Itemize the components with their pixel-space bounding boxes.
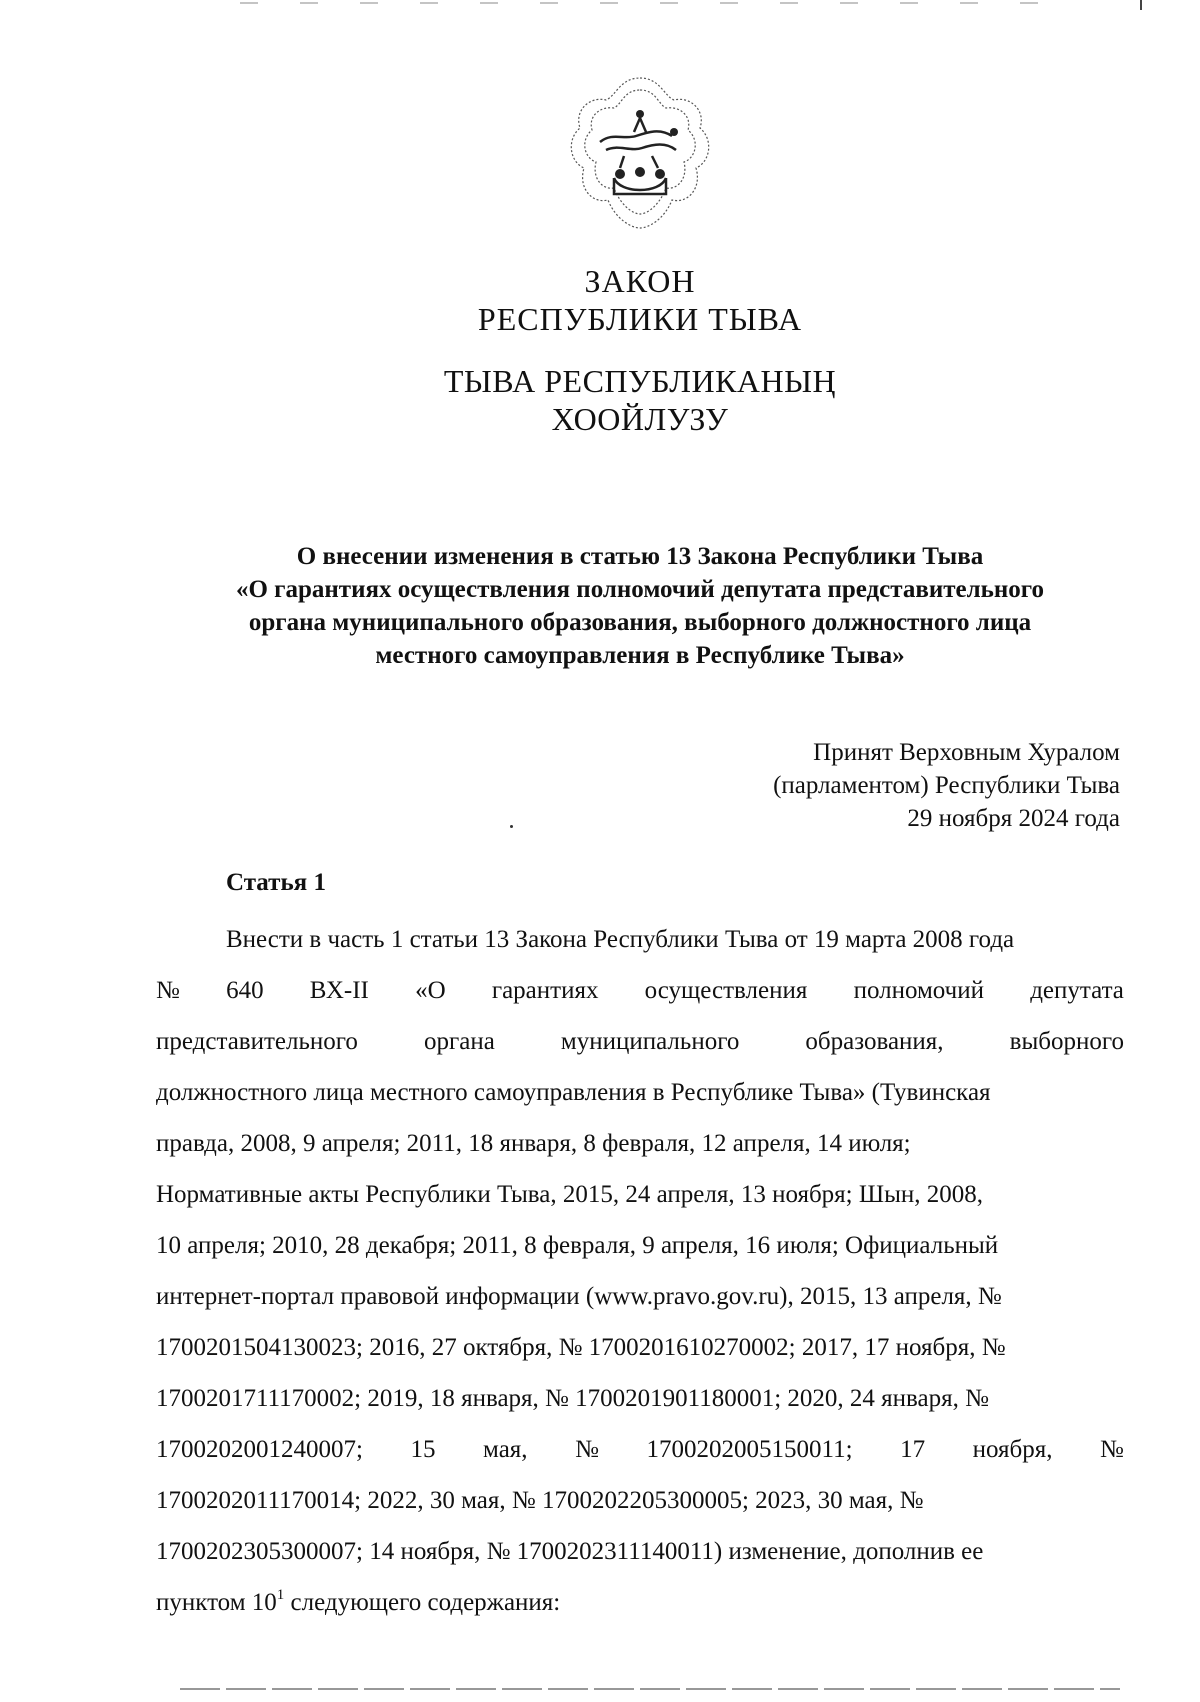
word: мая, <box>483 1436 528 1463</box>
body-line-justified <box>156 1016 1124 1067</box>
scan-artifact-bottom <box>180 1688 1120 1690</box>
law-title-russian <box>300 262 980 338</box>
word: 15 <box>410 1436 436 1463</box>
word: 640 <box>226 977 264 1004</box>
word: органа <box>423 1028 495 1055</box>
tuva-coat-of-arms-emblem-icon <box>560 70 720 240</box>
word: представительного <box>156 1028 358 1055</box>
body-line: 10 апреля; 2010, 28 декабря; 2011, 8 февраля, 9 апреля, 16 июля; Официальный <box>156 1232 999 1259</box>
word: муниципального <box>560 1028 740 1055</box>
word: образования, <box>805 1028 944 1055</box>
body-line: 1700201504130023; 2016, 27 октября, № 1700201610270002; 2017, 17 ноября, № <box>156 1334 1006 1361</box>
body-line: 1700201711170002; 2019, 18 января, № 1700201901180001; 2020, 24 января, № <box>156 1385 989 1412</box>
word: № <box>156 977 180 1004</box>
body-line-justified <box>156 965 1124 1016</box>
heading-line: органа муниципального образования, выборного должностного лица <box>248 609 1032 636</box>
word: выборного <box>1009 1028 1124 1055</box>
superscript: 1 <box>276 1586 285 1603</box>
body-line-justified <box>156 1424 1124 1475</box>
law-heading <box>150 540 1130 672</box>
word: 1700202005150011; <box>646 1436 853 1463</box>
last-line-end: следующего содержания: <box>284 1589 561 1616</box>
word: ВХ-II <box>309 977 369 1004</box>
word: депутата <box>1030 977 1124 1004</box>
heading-line: местного самоуправления в Республике Тыва» <box>375 642 905 669</box>
law-title-tuvan <box>300 362 980 438</box>
scan-artifact-top <box>240 2 1060 4</box>
heading-line: О внесении изменения в статью 13 Закона Республики Тыва <box>296 543 984 570</box>
word: гарантиях <box>491 977 599 1004</box>
law-title-line-1: ЗАКОН <box>584 263 696 299</box>
adoption-line-2: (парламентом) Республики Тыва <box>773 772 1120 799</box>
body-line: Внести в часть 1 статьи 13 Закона Республики Тыва от 19 марта 2008 года <box>226 926 1015 953</box>
law-title-line-2: РЕСПУБЛИКИ ТЫВА <box>477 301 803 337</box>
body-line: правда, 2008, 9 апреля; 2011, 18 января, 8 февраля, 12 апреля, 14 июля; <box>156 1130 911 1157</box>
law-title-tuvan-line-2: ХООЙЛУЗУ <box>551 401 729 437</box>
word: 17 <box>900 1436 926 1463</box>
body-line: 1700202011170014; 2022, 30 мая, № 1700202205300005; 2023, 30 мая, № <box>156 1487 924 1514</box>
body-line: Нормативные акты Республики Тыва, 2015, 24 апреля, 13 ноября; Шын, 2008, <box>156 1181 984 1208</box>
adoption-note <box>773 736 1120 835</box>
scan-artifact-tick <box>1140 0 1142 10</box>
word: полномочий <box>853 977 984 1004</box>
adoption-line-1: Принят Верховным Хуралом <box>813 739 1120 766</box>
body-line-last <box>156 1577 1124 1628</box>
body-line: 1700202305300007; 14 ноября, № 1700202311140011) изменение, дополнив ее <box>156 1538 984 1565</box>
body-line: интернет-портал правовой информации (www.pravo.gov.ru), 2015, 13 апреля, № <box>156 1283 1002 1310</box>
word: 1700202001240007; <box>156 1436 363 1463</box>
adoption-date: 29 ноября 2024 года <box>907 805 1120 832</box>
last-line-start: пунктом 10 <box>156 1589 277 1616</box>
article-title: Статья 1 <box>226 869 326 896</box>
heading-line: «О гарантиях осуществления полномочий депутата представительного <box>235 576 1045 603</box>
word: «О <box>415 977 446 1004</box>
word: ноября, <box>972 1436 1053 1463</box>
word: № <box>575 1436 599 1463</box>
article-body <box>156 914 1124 1628</box>
word: осуществления <box>644 977 808 1004</box>
scan-speck <box>510 825 513 828</box>
body-line: должностного лица местного самоуправления в Республике Тыва» (Тувинская <box>156 1079 991 1106</box>
law-title-tuvan-line-1: ТЫВА РЕСПУБЛИКАНЫҢ <box>443 363 837 399</box>
word: № <box>1100 1436 1124 1463</box>
